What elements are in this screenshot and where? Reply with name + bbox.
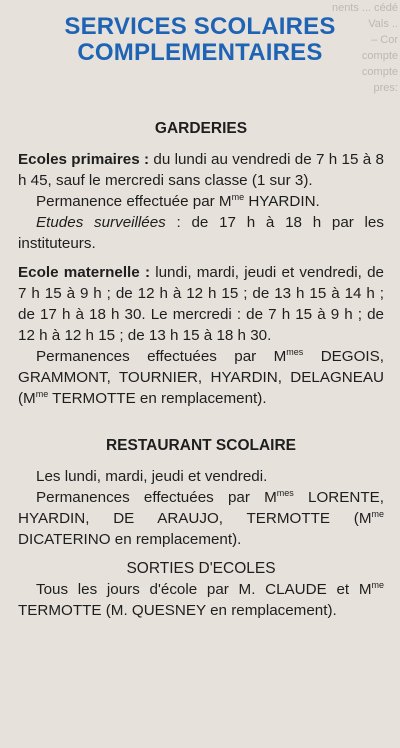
bleed-line: nents ... cédé [331, 2, 398, 14]
permanences-b: DEGOIS, GRAMMONT, TOURNIER, HYARDIN, DELAGNEAU (M [18, 348, 384, 407]
sorties-sup: me [371, 580, 384, 590]
bleed-line: pres: [373, 82, 398, 94]
bleed-line: compte [361, 66, 398, 78]
garderies-heading: GARDERIES [154, 120, 248, 137]
permanence-text-a: Permanence effectuée par M [36, 193, 232, 210]
sorties-text-a: Tous les jours d'école par M. CLAUDE et M [36, 581, 372, 598]
permanence-sup: me [231, 192, 245, 202]
permanence-text-b: HYARDIN. [244, 193, 320, 210]
restaurant-heading: RESTAURANT SCOLAIRE [105, 437, 297, 454]
restaurant-perm-c: DICATERINO en remplacement). [18, 531, 242, 548]
maternelle-text: lundi, mardi, jeudi et vendredi, de 7 h 15 à 9 h ; de 12 h à 12 h 15 ; de 13 h 15 à 14 h ; de 17 h à 18 h 30. Le mercredi : de 7 h 15 à 9 h ; de 12 h à 12 h 15 ; de 13 h 15 à 18 h 30. [18, 264, 384, 344]
restaurant-permanences-paragraph [18, 487, 384, 550]
etudes-paragraph [18, 212, 384, 254]
restaurant-perm-a: Permanences effectuées par M [36, 489, 277, 506]
sorties-paragraph [18, 579, 384, 621]
article-body [18, 118, 384, 621]
restaurant-days: Les lundi, mardi, jeudi et vendredi. [36, 468, 268, 485]
maternelle-permanences-paragraph [18, 346, 384, 409]
primaires-paragraph [18, 149, 384, 191]
restaurant-perm-sup1: mes [276, 488, 294, 498]
permanence-paragraph [18, 191, 384, 212]
permanences-sup1: mes [286, 347, 304, 357]
bleed-line: Vals .. [368, 18, 398, 30]
sorties-text-b: TERMOTTE (M. QUESNEY en remplacement). [18, 602, 337, 619]
title-line-1: SERVICES SCOLAIRES [64, 13, 336, 40]
primaires-text: du lundi au vendredi de 7 h 15 à 8 h 45, sauf le mercredi sans classe (1 sur 3). [18, 151, 384, 189]
restaurant-perm-b: LORENTE, HYARDIN, DE ARAUJO, TERMOTTE (M [18, 489, 384, 527]
permanences-c: TERMOTTE en remplacement). [48, 390, 267, 407]
maternelle-paragraph [18, 262, 384, 346]
maternelle-label: Ecole maternelle : [18, 264, 151, 281]
permanences-a: Permanences effectuées par M [36, 348, 287, 365]
permanences-sup2: me [35, 389, 49, 399]
restaurant-perm-sup2: me [371, 509, 384, 519]
bleed-line: – Cor [371, 34, 398, 46]
title-line-2: COMPLEMENTAIRES [77, 39, 323, 66]
bleed-line: compte [361, 50, 398, 62]
sorties-heading: SORTIES D'ECOLES [126, 560, 276, 577]
etudes-text: : de 17 h à 18 h par les instituteurs. [18, 214, 384, 252]
primaires-label: Ecoles primaires : [18, 151, 150, 168]
page-title [0, 14, 400, 66]
etudes-label: Etudes surveillées [36, 214, 166, 231]
